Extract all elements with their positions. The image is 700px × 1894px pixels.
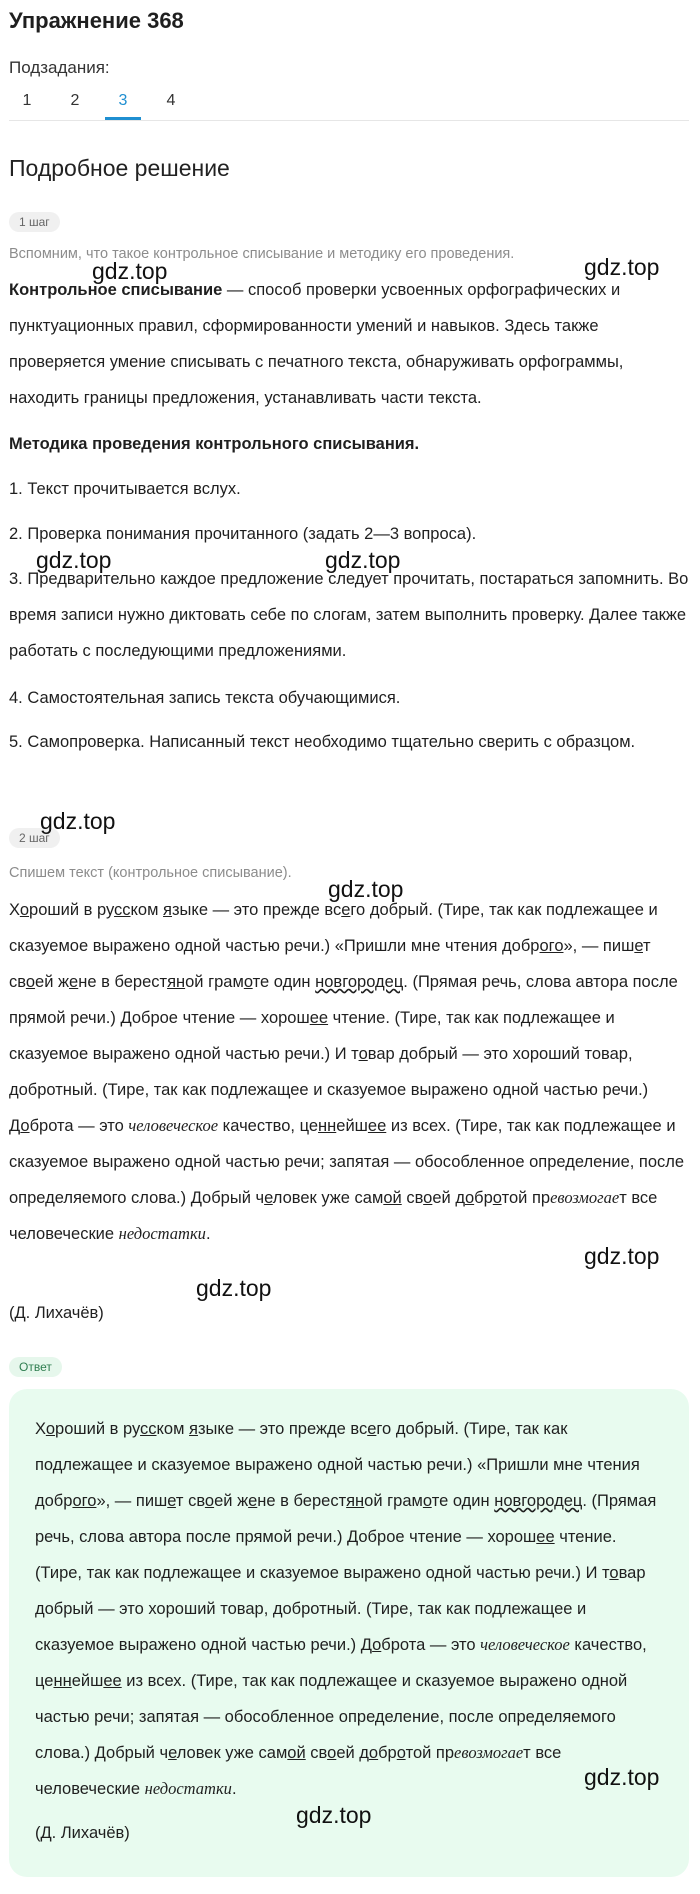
- step2-text-segment: .: [205, 1225, 211, 1243]
- answer-text-segment: . (Прямая речь, слова автора после прямой речи.) Доброе чтение — хорош: [35, 1492, 657, 1546]
- step2-author: (Д. Лихачёв): [9, 1304, 104, 1322]
- step2-text-segment: ей ж: [35, 973, 70, 991]
- method-item-5: 5. Самопроверка. Написанный текст необходимо тщательно сверить с образцом.: [9, 733, 636, 751]
- step2-text-segment: ловек уже сам: [272, 1189, 384, 1207]
- answer-text-segment: ой: [287, 1744, 306, 1762]
- answer-text-segment: вар добрый — это хороший товар, добротный. (Тире, так как подлежащее и сказуемое выражено одной частью речи.) Д: [35, 1564, 646, 1654]
- answer-text-segment: роший в ру: [55, 1420, 141, 1438]
- answer-text-segment: т св: [175, 1492, 205, 1510]
- step2-text-segment: е: [264, 1189, 273, 1207]
- step2-text-segment: Х: [9, 901, 20, 919]
- answer-badge: Ответ: [9, 1357, 62, 1377]
- step2-text-segment: евозмогае: [550, 1188, 620, 1207]
- step2-text-segment: о: [20, 1117, 30, 1135]
- subtasks-label: Подзадания:: [9, 58, 110, 77]
- answer-text-segment: », — пиш: [96, 1492, 168, 1510]
- step2-text-segment: . (Прямая речь, слова автора после прямой речи.) Доброе чтение — хорош: [9, 973, 678, 1027]
- step2-text-segment: бр: [474, 1189, 493, 1207]
- method-item-2: 2. Проверка понимания прочитанного (задать 2—3 вопроса).: [9, 525, 477, 543]
- answer-text-segment: ой грам: [364, 1492, 423, 1510]
- answer-text-segment: е: [248, 1492, 258, 1510]
- watermark: gdz.top: [36, 547, 112, 573]
- answer-text-segment: ей ж: [214, 1492, 249, 1510]
- step2-text-segment: из всех. (Тире, так как подлежащее и сказуемое выражено одной частью речи; запятая — обособленное определение, после определяемого слова.) Добрый ч: [9, 1117, 685, 1207]
- step2-text-segment: не в берест: [78, 973, 168, 991]
- step2-text-segment: нн: [318, 1117, 337, 1135]
- answer-text-segment: той пр: [405, 1744, 455, 1762]
- step2-text-segment: ее: [367, 1117, 387, 1135]
- answer-text-segment: о: [396, 1744, 406, 1762]
- answer-text-segment: е: [168, 1744, 177, 1762]
- answer-text-segment: не в берест: [257, 1492, 347, 1510]
- watermark: gdz.top: [296, 1802, 372, 1828]
- answer-text-segment: зыке — это прежде вс: [197, 1420, 368, 1438]
- step2-text-segment: ейш: [336, 1117, 368, 1135]
- answer-text-segment: недостатки: [144, 1779, 232, 1798]
- step2-text-segment: чтение. (Тире, так как подлежащее и сказуемое выражено одной частью речи.) И т: [9, 1009, 615, 1063]
- definition-text: — способ проверки усвоенных орфографических и пунктуационных правил, сформированности умений и навыков. Здесь также проверяется умение списывать с печатного текста, обнаруживать орфограммы, находить границы предложения, устанавливать части текста.: [9, 281, 624, 407]
- step2-text-segment: », — пиш: [563, 937, 635, 955]
- answer-text-segment: ого: [72, 1492, 97, 1510]
- step2-text-segment: о: [464, 1189, 475, 1207]
- definition-term: Контрольное списывание: [9, 281, 223, 299]
- answer-text-segment: бр: [378, 1744, 397, 1762]
- answer-text-segment: о: [422, 1492, 432, 1510]
- answer-text-segment: ян: [346, 1492, 365, 1510]
- answer-text-segment: из всех. (Тире, так как подлежащее и сказуемое выражено одной частью речи; запятая — обособленное определение, после определяемого слова.) Добрый ч: [35, 1672, 628, 1762]
- watermark: gdz.top: [328, 876, 404, 902]
- step2-text-segment: ой грам: [185, 973, 244, 991]
- tab-4[interactable]: 4: [166, 92, 176, 109]
- step2-text-segment: новгородец: [315, 973, 404, 991]
- step-badge-1: 1 шаг: [9, 212, 60, 232]
- answer-text-segment: т все человеческие: [35, 1744, 562, 1798]
- tab-3[interactable]: 3: [105, 92, 141, 120]
- step2-text-segment: ого: [539, 937, 564, 955]
- answer-text-segment: св: [305, 1744, 328, 1762]
- step2-text: [9, 892, 689, 1252]
- step2-text-segment: св: [401, 1189, 424, 1207]
- answer-text-segment: о: [368, 1744, 379, 1762]
- step2-text-segment: вар добрый — это хороший товар, добротный. (Тире, так как подлежащее и сказуемое выражено одной частью речи.) Д: [9, 1045, 649, 1135]
- answer-text-segment: качество, це: [35, 1636, 647, 1690]
- method-item-4: 4. Самостоятельная запись текста обучающимися.: [9, 689, 401, 707]
- answer-author: (Д. Лихачёв): [35, 1824, 130, 1842]
- watermark: gdz.top: [584, 1243, 660, 1269]
- step-hint-1: Вспомним, что такое контрольное списывание и методику его проведения.: [9, 246, 515, 262]
- step2-text-segment: ой: [383, 1189, 402, 1207]
- step2-text-segment: е: [634, 937, 643, 955]
- step-badge-2: 2 шаг: [9, 828, 60, 848]
- method-item-1: 1. Текст прочитывается вслух.: [9, 480, 241, 498]
- answer-text-segment: человеческое: [480, 1635, 570, 1654]
- answer-text-segment: .: [231, 1780, 237, 1798]
- step2-text-segment: ян: [167, 973, 186, 991]
- step2-text-segment: т св: [9, 937, 651, 991]
- answer-text-segment: о: [327, 1744, 337, 1762]
- watermark: gdz.top: [92, 258, 168, 284]
- answer-text-segment: те один: [431, 1492, 495, 1510]
- answer-text-segment: го добрый. (Тире, так как подлежащее и сказуемое выражено одной частью речи.) «Пришли мне чтения добр: [35, 1420, 640, 1510]
- answer-text-segment: нн: [53, 1672, 72, 1690]
- page-title: Упражнение 368: [9, 8, 184, 33]
- watermark: gdz.top: [584, 254, 660, 280]
- answer-text-segment: е: [167, 1492, 176, 1510]
- answer-text-segment: чтение. (Тире, так как подлежащее и сказуемое выражено одной частью речи.) И т: [35, 1528, 617, 1582]
- method-item-3: 3. Предварительно каждое предложение следует прочитать, постараться запомнить. Во время записи нужно диктовать себе по слогам, затем выполнить проверку. Далее также работать с последующими предложениями.: [9, 570, 689, 660]
- answer-text-segment: ейш: [71, 1672, 104, 1690]
- watermark: gdz.top: [196, 1275, 272, 1301]
- watermark: gdz.top: [584, 1764, 660, 1790]
- step2-text-segment: те один: [252, 973, 316, 991]
- step2-text-segment: ей д: [432, 1189, 465, 1207]
- step2-text-segment: качество, це: [218, 1117, 319, 1135]
- subtask-tabs: [9, 84, 689, 121]
- answer-text: [35, 1411, 663, 1807]
- method-heading: Методика проведения контрольного списывания.: [9, 435, 420, 453]
- answer-text-segment: новгородец: [494, 1492, 583, 1510]
- step2-text-segment: той пр: [501, 1189, 551, 1207]
- answer-text-segment: о: [45, 1420, 56, 1438]
- step2-text-segment: ком: [130, 901, 164, 919]
- answer-text-segment: сс: [140, 1420, 157, 1438]
- answer-text-segment: я: [189, 1420, 198, 1438]
- step2-text-segment: роший в ру: [29, 901, 115, 919]
- definition-paragraph: [9, 272, 689, 416]
- section-title: Подробное решение: [9, 155, 230, 181]
- answer-text-segment: Х: [35, 1420, 46, 1438]
- step2-text-segment: человеческое: [128, 1116, 219, 1135]
- answer-text-segment: е: [367, 1420, 377, 1438]
- step2-text-segment: о: [19, 901, 30, 919]
- step2-text-segment: е: [341, 901, 351, 919]
- step2-text-segment: о: [358, 1045, 368, 1063]
- answer-text-segment: брота — это: [381, 1636, 481, 1654]
- answer-text-segment: о: [372, 1636, 382, 1654]
- step2-text-segment: т все человеческие: [9, 1189, 658, 1243]
- answer-text-segment: о: [609, 1564, 619, 1582]
- step2-text-segment: го добрый. (Тире, так как подлежащее и сказуемое выражено одной частью речи.) «Пришли мне чтения добр: [9, 901, 658, 955]
- step2-text-segment: о: [492, 1189, 502, 1207]
- step2-text-segment: о: [423, 1189, 433, 1207]
- step2-text-segment: ее: [309, 1009, 329, 1027]
- step2-text-segment: о: [243, 973, 253, 991]
- answer-text-segment: ей д: [336, 1744, 369, 1762]
- step2-text-segment: сс: [114, 901, 131, 919]
- answer-text-segment: ее: [536, 1528, 555, 1546]
- tab-1[interactable]: 1: [22, 92, 32, 109]
- answer-text-segment: ловек уже сам: [176, 1744, 288, 1762]
- step2-text-segment: недостатки: [118, 1224, 206, 1243]
- answer-text-segment: евозмогае: [454, 1743, 524, 1762]
- step2-text-segment: о: [25, 973, 36, 991]
- answer-text-segment: о: [204, 1492, 215, 1510]
- step2-text-segment: е: [69, 973, 79, 991]
- answer-text-segment: ее: [103, 1672, 122, 1690]
- watermark: gdz.top: [325, 547, 401, 573]
- step2-text-segment: зыке — это прежде вс: [171, 901, 342, 919]
- step2-text-segment: брота — это: [29, 1117, 129, 1135]
- tab-2[interactable]: 2: [70, 92, 80, 109]
- step2-text-segment: я: [163, 901, 172, 919]
- step-hint-2: Спишем текст (контрольное списывание).: [9, 865, 292, 881]
- watermark: gdz.top: [40, 808, 116, 834]
- answer-text-segment: ком: [156, 1420, 190, 1438]
